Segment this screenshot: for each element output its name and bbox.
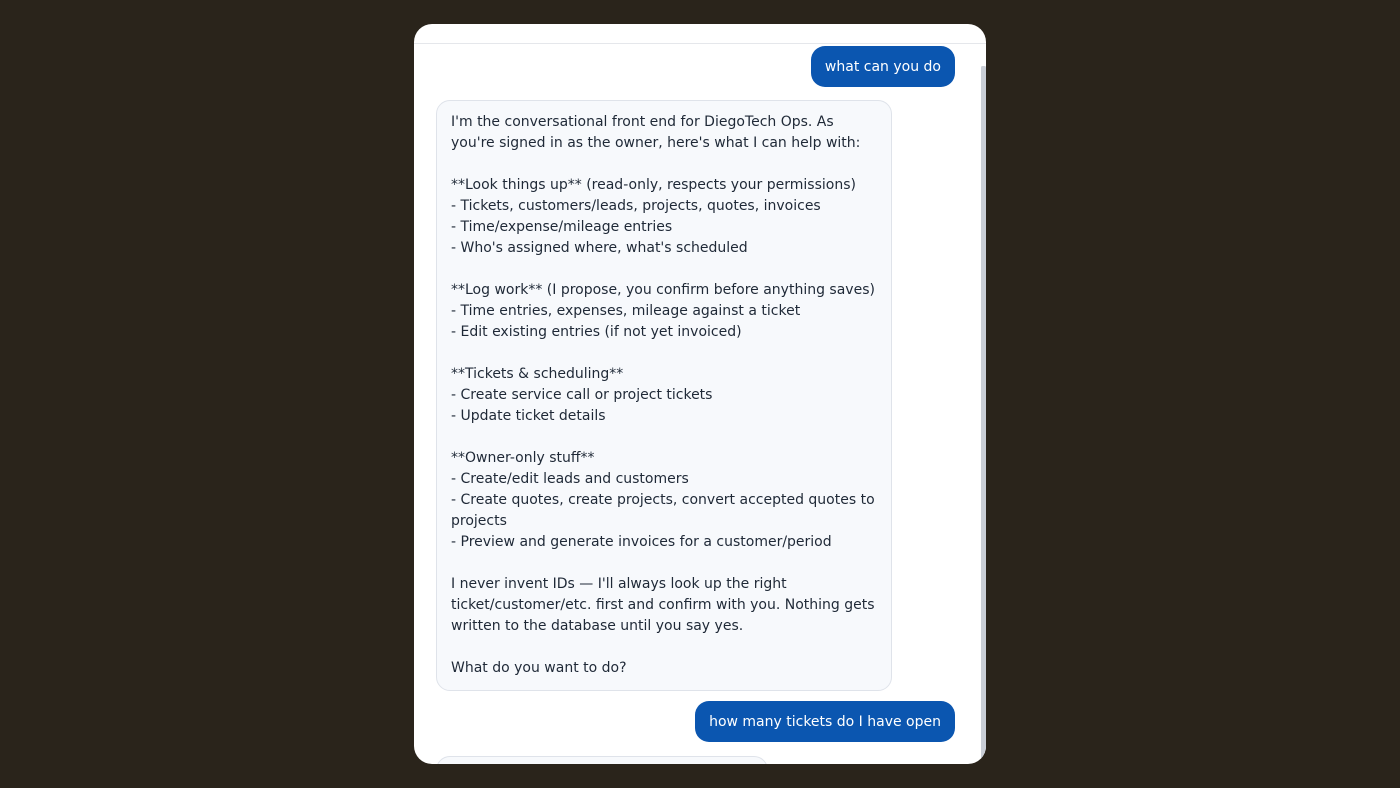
chat-scrollbar[interactable] bbox=[981, 66, 986, 764]
user-message: what can you do bbox=[811, 46, 955, 87]
scrollbar-thumb[interactable] bbox=[981, 66, 986, 764]
header-divider bbox=[414, 43, 986, 44]
assistant-message: I'm the conversational front end for DiegoTech Ops. As you're signed in as the owner, here's what I can help with: **Look things up** (read-only, respects your permissions) - Tickets, customers/leads, projects, quotes, invoices - Time/expense/mileage entries - Who's assigned where, what's scheduled **Log work** (I propose, you confirm before anything saves) - Time entries, expenses, mileage against a ticket - Edit existing entries (if not yet invoiced) **Tickets & scheduling** - Create service call or project tickets - Update ticket details **Owner-only stuff** - Create/edit leads and customers - Create quotes, create projects, convert accepted quotes to projects - Preview and generate invoices for a customer/period I never invent IDs — I'll always look up the right ticket/customer/etc. first and confirm with you. Nothing gets written to the database until you say yes. What do you want to do? bbox=[436, 100, 892, 691]
assistant-message-loading bbox=[436, 756, 768, 764]
chat-panel bbox=[414, 24, 986, 764]
user-message: how many tickets do I have open bbox=[695, 701, 955, 742]
